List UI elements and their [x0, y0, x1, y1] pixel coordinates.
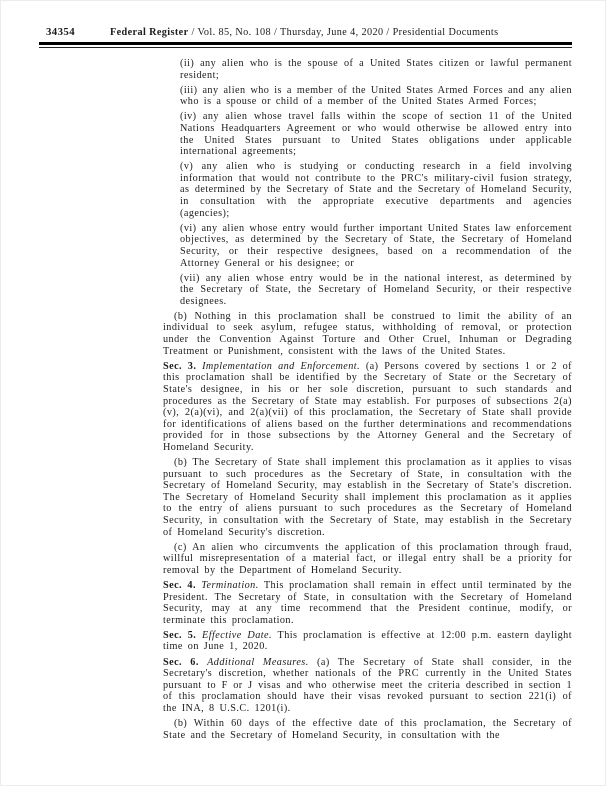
paragraph-sec-3	[163, 361, 572, 454]
paragraph-text: (v) any alien who is studying or conducting research in a field involving information that would not contribute to the PRC's military-civil fusion strategy, as determined by the Secretary of State and the Secretary of Homeland Security, in consultation with the appropriate executive departments and agencies (agencies);	[180, 161, 572, 219]
header-issue-info: / Vol. 85, No. 108 / Thursday, June 4, 2020 / Presidential Documents	[191, 27, 499, 38]
paragraph-text: (b) Within 60 days of the effective date of this proclamation, the Secretary of State and the Secretary of Homeland Security, in consultation with the	[163, 717, 572, 741]
paragraph-clause-vi	[180, 223, 572, 269]
paragraph-text: (a) Persons covered by sections 1 or 2 of this proclamation shall be identified by the Secretary of State or the Secretary of State's designee, in his or her sole discretion, pursuant to such standards and procedures as the Secretary of State may establish. For purposes of subsections 2(a)(v), 2(a)(vi), and 2(a)(vii) of this proclamation, the Secretary of State shall provide for identifications of aliens based on the further determinations and recommendations provided for in those subsections by the Attorney General and the Secretary of Homeland Security.	[163, 360, 573, 453]
section-label: Sec. 4.	[163, 579, 196, 591]
paragraph-text: (ii) any alien who is the spouse of a United States citizen or lawful permanent resident;	[180, 58, 572, 81]
paragraph-sec-6b	[163, 718, 572, 741]
section-heading: Additional Measures.	[207, 656, 309, 668]
paragraph-sec-5	[163, 630, 572, 653]
paragraph-text: (vii) any alien whose entry would be in the national interest, as determined by the Secretary of State, the Secretary of Homeland Security, or their respective designees.	[180, 272, 572, 307]
paragraph-text: This proclamation shall remain in effect until terminated by the President. The Secretary of State, in consultation with the Secretary of Homeland Security, may at any time recommend that the President continue, modify, or terminate this proclamation.	[163, 579, 572, 626]
paragraph-clause-vii	[180, 273, 572, 308]
page-number: 34354	[46, 26, 75, 38]
header-publication: Federal Register	[110, 27, 189, 38]
paragraph-sec-3b	[163, 457, 572, 538]
header-rule-thin	[39, 47, 572, 48]
section-label: Sec. 6.	[163, 656, 199, 668]
paragraph-text: (c) An alien who circumvents the application of this proclamation through fraud, willful misrepresentation of a material fact, or illegal entry shall be a priority for removal by the Department of Homeland Security.	[163, 541, 572, 576]
paragraph-clause-ii	[180, 58, 572, 81]
paragraph-text: (b) The Secretary of State shall implement this proclamation as it applies to visas pursuant to such procedures as the Secretary of State, in consultation with the Secretary of Homeland Security, may establish in the Secretary of State's discretion. The Secretary of Homeland Security shall implement this proclamation as it applies to the entry of aliens pursuant to such procedures as the Secretary of Homeland Security, in consultation with the Secretary of State, may establish in the Secretary of Homeland Security's discretion.	[163, 457, 572, 538]
paragraph-2b	[163, 311, 572, 357]
paragraph-clause-v	[180, 161, 572, 219]
section-label: Sec. 3.	[163, 360, 197, 372]
paragraph-clause-iii	[180, 85, 572, 108]
section-heading: Implementation and Enforcement.	[202, 360, 361, 372]
paragraph-text: (iii) any alien who is a member of the United States Armed Forces and any alien who is a spouse or child of a member of the United States Armed Forces;	[180, 84, 572, 108]
paragraph-text: (iv) any alien whose travel falls within the scope of section 11 of the United Nations Headquarters Agreement or who would otherwise be allowed entry into the United States pursuant to United States obligations under applicable international agreements;	[180, 111, 572, 158]
paragraph-text: (b) Nothing in this proclamation shall be construed to limit the ability of an individual to seek asylum, refugee status, withholding of removal, or protection under the Convention Against Torture and Other Cruel, Inhuman or Degrading Treatment or Punishment, consistent with the laws of the United States.	[163, 310, 572, 357]
section-label: Sec. 5.	[163, 629, 197, 641]
section-heading: Termination.	[201, 579, 259, 591]
page-header	[46, 26, 572, 38]
paragraph-sec-4	[163, 580, 572, 626]
paragraph-text: (a) The Secretary of State shall consider, in the Secretary's discretion, whether nationals of the PRC currently in the United States pursuant to F or J visas and who otherwise meet the criteria described in section 1 of this proclamation should have their visas revoked pursuant to section 221(i) of the INA, 8 U.S.C. 1201(i).	[163, 656, 573, 714]
paragraph-text: (vi) any alien whose entry would further important United States law enforcement objectives, as determined by the Secretary of State, the Secretary of Homeland Security, or their respective designees, based on a recommendation of the Attorney General or his designee; or	[180, 222, 572, 269]
section-heading: Effective Date.	[202, 629, 272, 641]
paragraph-sec-6	[163, 657, 572, 715]
document-body	[163, 58, 572, 745]
header-rule-thick	[39, 42, 572, 45]
paragraph-sec-3c	[163, 542, 572, 577]
paragraph-text: This proclamation is effective at 12:00 p.m. eastern daylight time on June 1, 2020.	[163, 629, 572, 653]
paragraph-clause-iv	[180, 111, 572, 157]
